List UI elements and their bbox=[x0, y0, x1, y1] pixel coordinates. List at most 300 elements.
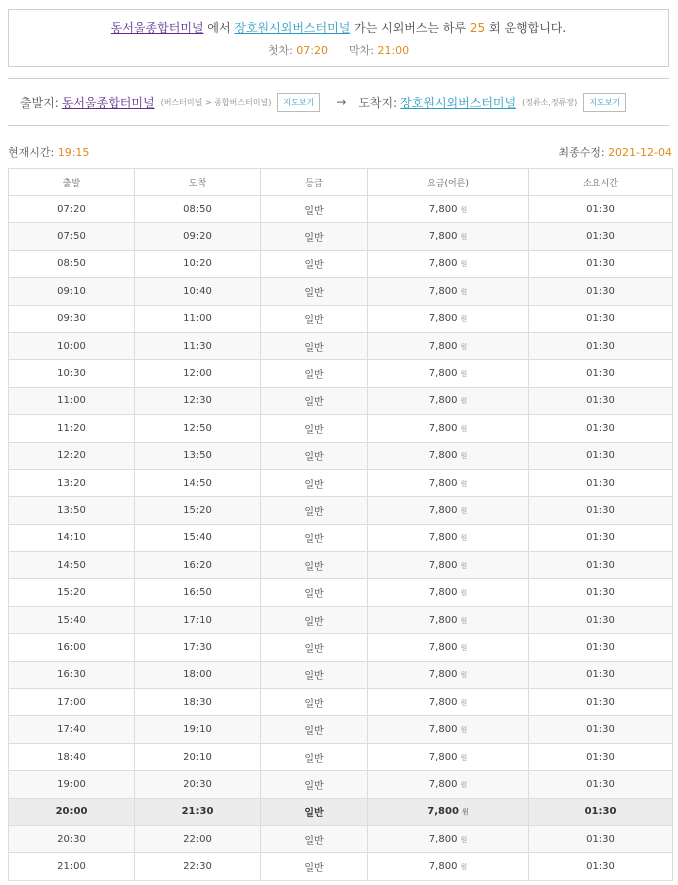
currency-unit: 원 bbox=[461, 808, 469, 817]
departure-time: 14:50 bbox=[57, 559, 86, 571]
duration: 01:30 bbox=[586, 587, 615, 599]
departure-time: 19:00 bbox=[57, 778, 86, 790]
bus-grade: 일반 bbox=[304, 479, 324, 491]
header-duration: 소요시간 bbox=[529, 169, 673, 196]
fare: 7,800 bbox=[428, 696, 458, 708]
departure-time: 16:30 bbox=[57, 669, 86, 681]
bus-grade-cell bbox=[261, 469, 368, 496]
departure-time: 09:10 bbox=[57, 285, 86, 297]
arrival-label: 도착지: bbox=[358, 95, 398, 110]
fare-cell bbox=[368, 634, 529, 661]
departure-time-cell bbox=[9, 278, 135, 305]
arrival-time: 16:50 bbox=[183, 587, 212, 599]
duration: 01:30 bbox=[586, 285, 615, 297]
currency-unit: 원 bbox=[460, 698, 468, 707]
first-bus-time: 07:20 bbox=[296, 44, 328, 57]
first-bus-label: 첫차: bbox=[267, 44, 293, 57]
first-last-bus bbox=[9, 42, 668, 58]
arrival-time-cell bbox=[135, 497, 261, 524]
bus-grade: 일반 bbox=[304, 616, 324, 628]
duration-cell bbox=[529, 661, 673, 688]
currency-unit: 원 bbox=[460, 534, 468, 543]
arrival-time: 08:50 bbox=[183, 203, 212, 215]
duration: 01:30 bbox=[586, 559, 615, 571]
fare: 7,800 bbox=[428, 559, 458, 571]
departure-time-cell bbox=[9, 387, 135, 414]
fare-cell bbox=[368, 853, 529, 880]
table-row bbox=[9, 442, 673, 469]
departure-time: 11:20 bbox=[57, 422, 86, 434]
departure-time-cell bbox=[9, 360, 135, 387]
currency-unit: 원 bbox=[460, 726, 468, 735]
table-row bbox=[9, 332, 673, 359]
arrival-time-cell bbox=[135, 223, 261, 250]
bus-grade-cell bbox=[261, 771, 368, 798]
departure-time-cell bbox=[9, 853, 135, 880]
departure-time-cell bbox=[9, 442, 135, 469]
duration-cell bbox=[529, 332, 673, 359]
arrival-time: 13:50 bbox=[183, 450, 212, 462]
arrival-time: 17:10 bbox=[183, 614, 212, 626]
arrival-time-cell bbox=[135, 552, 261, 579]
bus-grade: 일반 bbox=[304, 260, 324, 272]
table-row bbox=[9, 223, 673, 250]
fare: 7,800 bbox=[428, 395, 458, 407]
bus-grade: 일반 bbox=[304, 315, 324, 327]
bus-grade: 일반 bbox=[304, 671, 324, 683]
destination-terminal-link[interactable]: 장호원시외버스터미널 bbox=[234, 21, 351, 35]
departure-time: 07:20 bbox=[57, 203, 86, 215]
duration-cell bbox=[529, 387, 673, 414]
table-row bbox=[9, 196, 673, 223]
summary-from-word: 에서 bbox=[207, 21, 231, 35]
departure-time: 10:00 bbox=[57, 340, 86, 352]
currency-unit: 원 bbox=[460, 315, 468, 324]
duration-cell bbox=[529, 743, 673, 770]
arrival-time-cell bbox=[135, 771, 261, 798]
duration-cell bbox=[529, 196, 673, 223]
table-row bbox=[9, 606, 673, 633]
duration-cell bbox=[529, 524, 673, 551]
bus-grade-cell bbox=[261, 606, 368, 633]
header-arrival: 도착 bbox=[135, 169, 261, 196]
arrival-time-cell bbox=[135, 661, 261, 688]
arrival-time-cell bbox=[135, 387, 261, 414]
arrival-time-cell bbox=[135, 415, 261, 442]
bus-grade-cell bbox=[261, 743, 368, 770]
departure-time: 15:40 bbox=[57, 614, 86, 626]
arrival-time-cell bbox=[135, 606, 261, 633]
arrival-time: 09:20 bbox=[183, 231, 212, 243]
fare: 7,800 bbox=[428, 669, 458, 681]
currency-unit: 원 bbox=[460, 780, 468, 789]
currency-unit: 원 bbox=[460, 287, 468, 296]
arrival-time: 10:20 bbox=[183, 258, 212, 270]
currency-unit: 원 bbox=[460, 479, 468, 488]
arrival-time: 22:30 bbox=[183, 861, 212, 873]
arrival-time-cell bbox=[135, 469, 261, 496]
updated-label: 최종수정: bbox=[558, 146, 605, 159]
duration: 01:30 bbox=[586, 778, 615, 790]
currency-unit: 원 bbox=[460, 616, 468, 625]
arrival-time: 19:10 bbox=[183, 724, 212, 736]
bus-grade-cell bbox=[261, 223, 368, 250]
route-arrow-icon: → bbox=[336, 95, 347, 109]
table-row bbox=[9, 743, 673, 770]
fare-cell bbox=[368, 360, 529, 387]
bus-grade: 일반 bbox=[304, 233, 324, 245]
duration: 01:30 bbox=[586, 504, 615, 516]
currency-unit: 원 bbox=[460, 205, 468, 214]
bus-grade: 일반 bbox=[304, 808, 324, 820]
fare: 7,800 bbox=[428, 778, 458, 790]
bus-grade-cell bbox=[261, 442, 368, 469]
current-time bbox=[8, 144, 89, 160]
header-grade: 등급 bbox=[261, 169, 368, 196]
arrival-time: 16:20 bbox=[183, 559, 212, 571]
fare-cell bbox=[368, 771, 529, 798]
bus-grade: 일반 bbox=[304, 698, 324, 710]
bus-grade: 일반 bbox=[304, 561, 324, 573]
bus-grade: 일반 bbox=[304, 780, 324, 792]
duration-cell bbox=[529, 415, 673, 442]
fare-cell bbox=[368, 196, 529, 223]
currency-unit: 원 bbox=[460, 233, 468, 242]
fare: 7,800 bbox=[428, 724, 458, 736]
table-row bbox=[9, 360, 673, 387]
duration: 01:30 bbox=[586, 724, 615, 736]
currency-unit: 원 bbox=[460, 753, 468, 762]
fare-cell bbox=[368, 606, 529, 633]
fare: 7,800 bbox=[428, 587, 458, 599]
current-time-value: 19:15 bbox=[57, 146, 90, 159]
table-row bbox=[9, 497, 673, 524]
departure-time-cell bbox=[9, 497, 135, 524]
duration-cell bbox=[529, 497, 673, 524]
table-row bbox=[9, 661, 673, 688]
arrival-time: 18:30 bbox=[183, 696, 212, 708]
fare: 7,800 bbox=[428, 861, 458, 873]
arrival-time: 15:20 bbox=[183, 504, 212, 516]
arrival-time-cell bbox=[135, 442, 261, 469]
duration-cell bbox=[529, 469, 673, 496]
duration: 01:30 bbox=[586, 368, 615, 380]
departure-time-cell bbox=[9, 223, 135, 250]
table-row bbox=[9, 853, 673, 880]
bus-grade-cell bbox=[261, 360, 368, 387]
arrival-time: 12:30 bbox=[183, 395, 212, 407]
daily-trip-count: 25 bbox=[469, 21, 486, 35]
departure-time-cell bbox=[9, 825, 135, 852]
bus-grade-cell bbox=[261, 661, 368, 688]
fare: 7,800 bbox=[428, 614, 458, 626]
bus-grade-cell bbox=[261, 497, 368, 524]
departure-time-cell bbox=[9, 579, 135, 606]
departure-time-cell bbox=[9, 524, 135, 551]
fare: 7,800 bbox=[428, 833, 458, 845]
bus-grade-cell bbox=[261, 250, 368, 277]
duration-cell bbox=[529, 689, 673, 716]
bus-grade-cell bbox=[261, 716, 368, 743]
table-row bbox=[9, 278, 673, 305]
summary-tail-text: 회 운행합니다. bbox=[489, 21, 567, 35]
header-fare: 요금(어른) bbox=[368, 169, 529, 196]
departure-time-cell bbox=[9, 305, 135, 332]
fare-cell bbox=[368, 305, 529, 332]
departure-time: 18:40 bbox=[57, 751, 86, 763]
arrival-time: 11:00 bbox=[183, 313, 212, 325]
bus-grade: 일반 bbox=[304, 397, 324, 409]
table-row bbox=[9, 771, 673, 798]
departure-time: 15:20 bbox=[57, 587, 86, 599]
fare-cell bbox=[368, 524, 529, 551]
arrival-time-cell bbox=[135, 743, 261, 770]
duration: 01:30 bbox=[586, 751, 615, 763]
departure-time-cell bbox=[9, 661, 135, 688]
arrival-map-button[interactable]: 지도보기 bbox=[583, 93, 626, 112]
bus-grade-cell bbox=[261, 387, 368, 414]
duration: 01:30 bbox=[586, 532, 615, 544]
arrival-time: 17:30 bbox=[183, 641, 212, 653]
fare-cell bbox=[368, 661, 529, 688]
duration: 01:30 bbox=[586, 696, 615, 708]
duration: 01:30 bbox=[586, 669, 615, 681]
bus-grade-cell bbox=[261, 579, 368, 606]
arrival-terminal-link[interactable]: 장호원시외버스터미널 bbox=[400, 95, 517, 110]
table-row bbox=[9, 305, 673, 332]
fare-cell bbox=[368, 332, 529, 359]
departure-time: 16:00 bbox=[57, 641, 86, 653]
fare: 7,800 bbox=[428, 231, 458, 243]
duration-cell bbox=[529, 442, 673, 469]
currency-unit: 원 bbox=[460, 370, 468, 379]
currency-unit: 원 bbox=[460, 643, 468, 652]
schedule-summary-box bbox=[8, 9, 669, 67]
departure-time: 13:20 bbox=[57, 477, 86, 489]
duration: 01:30 bbox=[586, 450, 615, 462]
departure-time-cell bbox=[9, 716, 135, 743]
departure-time: 07:50 bbox=[57, 231, 86, 243]
duration-cell bbox=[529, 552, 673, 579]
arrival-time: 12:50 bbox=[183, 422, 212, 434]
arrival-time: 20:30 bbox=[183, 778, 212, 790]
bus-grade: 일반 bbox=[304, 424, 324, 436]
last-bus-label: 막차: bbox=[349, 44, 374, 57]
fare: 7,800 bbox=[428, 340, 458, 352]
bus-grade-cell bbox=[261, 798, 368, 825]
fare-cell bbox=[368, 250, 529, 277]
duration: 01:30 bbox=[586, 395, 615, 407]
table-row bbox=[9, 250, 673, 277]
duration-cell bbox=[529, 305, 673, 332]
bus-grade-cell bbox=[261, 524, 368, 551]
departure-time: 09:30 bbox=[57, 313, 86, 325]
bus-grade-cell bbox=[261, 196, 368, 223]
fare-cell bbox=[368, 415, 529, 442]
fare-cell bbox=[368, 716, 529, 743]
last-updated bbox=[558, 144, 672, 160]
departure-time: 10:30 bbox=[57, 368, 86, 380]
duration-cell bbox=[529, 634, 673, 661]
origin-terminal-link[interactable]: 동서울종합터미널 bbox=[110, 21, 204, 35]
currency-unit: 원 bbox=[460, 589, 468, 598]
departure-time: 14:10 bbox=[57, 532, 86, 544]
fare-cell bbox=[368, 469, 529, 496]
departure-time: 13:50 bbox=[57, 504, 86, 516]
arrival-time-cell bbox=[135, 579, 261, 606]
currency-unit: 원 bbox=[460, 863, 468, 872]
departure-time-cell bbox=[9, 634, 135, 661]
arrival-time-cell bbox=[135, 196, 261, 223]
departure-time-cell bbox=[9, 798, 135, 825]
arrival-category: (정류소,정류장) bbox=[522, 97, 578, 107]
time-meta bbox=[8, 144, 672, 160]
departure-time-cell bbox=[9, 771, 135, 798]
duration: 01:30 bbox=[584, 806, 617, 818]
timetable bbox=[8, 168, 673, 881]
timetable-body bbox=[9, 196, 673, 881]
currency-unit: 원 bbox=[460, 671, 468, 680]
table-row bbox=[9, 689, 673, 716]
bus-grade-cell bbox=[261, 825, 368, 852]
duration: 01:30 bbox=[586, 833, 615, 845]
arrival-time-cell bbox=[135, 853, 261, 880]
current-time-label: 현재시간: bbox=[8, 146, 55, 159]
table-row bbox=[9, 524, 673, 551]
departure-time: 20:30 bbox=[57, 833, 86, 845]
bus-grade-cell bbox=[261, 552, 368, 579]
fare-cell bbox=[368, 552, 529, 579]
departure-terminal-link[interactable]: 동서울종합터미널 bbox=[61, 95, 155, 110]
fare-cell bbox=[368, 387, 529, 414]
fare-cell bbox=[368, 798, 529, 825]
currency-unit: 원 bbox=[460, 424, 468, 433]
bus-grade: 일반 bbox=[304, 643, 324, 655]
bus-grade: 일반 bbox=[304, 452, 324, 464]
departure-map-button[interactable]: 지도보기 bbox=[277, 93, 320, 112]
arrival-time: 21:30 bbox=[181, 806, 214, 818]
arrival-time: 14:50 bbox=[183, 477, 212, 489]
duration: 01:30 bbox=[586, 861, 615, 873]
duration-cell bbox=[529, 250, 673, 277]
fare: 7,800 bbox=[428, 203, 458, 215]
bus-grade: 일반 bbox=[304, 506, 324, 518]
arrival-time: 15:40 bbox=[183, 532, 212, 544]
fare-cell bbox=[368, 689, 529, 716]
bus-grade: 일반 bbox=[304, 370, 324, 382]
duration-cell bbox=[529, 853, 673, 880]
fare-cell bbox=[368, 442, 529, 469]
duration-cell bbox=[529, 278, 673, 305]
bus-grade: 일반 bbox=[304, 835, 324, 847]
duration-cell bbox=[529, 606, 673, 633]
duration-cell bbox=[529, 798, 673, 825]
arrival-time-cell bbox=[135, 689, 261, 716]
fare: 7,800 bbox=[428, 751, 458, 763]
duration-cell bbox=[529, 223, 673, 250]
departure-time: 11:00 bbox=[57, 395, 86, 407]
departure-time: 21:00 bbox=[57, 861, 86, 873]
arrival-time: 22:00 bbox=[183, 833, 212, 845]
departure-time-cell bbox=[9, 415, 135, 442]
departure-time: 20:00 bbox=[55, 806, 88, 818]
duration: 01:30 bbox=[586, 258, 615, 270]
summary-sentence bbox=[9, 19, 668, 36]
bus-grade: 일반 bbox=[304, 726, 324, 738]
bus-grade: 일반 bbox=[304, 753, 324, 765]
bus-grade: 일반 bbox=[304, 863, 324, 875]
fare: 7,800 bbox=[427, 806, 459, 818]
duration-cell bbox=[529, 716, 673, 743]
table-row bbox=[9, 415, 673, 442]
duration: 01:30 bbox=[586, 203, 615, 215]
bus-grade: 일반 bbox=[304, 589, 324, 601]
currency-unit: 원 bbox=[460, 397, 468, 406]
bus-grade-cell bbox=[261, 278, 368, 305]
departure-time: 17:00 bbox=[57, 696, 86, 708]
duration: 01:30 bbox=[586, 422, 615, 434]
fare-cell bbox=[368, 579, 529, 606]
route-bar bbox=[8, 78, 669, 126]
arrival-time: 18:00 bbox=[183, 669, 212, 681]
departure-time: 08:50 bbox=[57, 258, 86, 270]
currency-unit: 원 bbox=[460, 342, 468, 351]
departure-time-cell bbox=[9, 552, 135, 579]
arrival-time-cell bbox=[135, 250, 261, 277]
departure-time: 17:40 bbox=[57, 724, 86, 736]
departure-time-cell bbox=[9, 196, 135, 223]
arrival-time-cell bbox=[135, 305, 261, 332]
bus-grade: 일반 bbox=[304, 342, 324, 354]
currency-unit: 원 bbox=[460, 452, 468, 461]
departure-time-cell bbox=[9, 250, 135, 277]
duration-cell bbox=[529, 771, 673, 798]
table-row bbox=[9, 579, 673, 606]
currency-unit: 원 bbox=[460, 835, 468, 844]
fare: 7,800 bbox=[428, 477, 458, 489]
table-row bbox=[9, 552, 673, 579]
departure-time-cell bbox=[9, 469, 135, 496]
arrival-time-cell bbox=[135, 798, 261, 825]
timetable-header bbox=[9, 169, 673, 196]
summary-middle-text: 가는 시외버스는 하루 bbox=[354, 21, 467, 35]
table-row bbox=[9, 798, 673, 825]
bus-grade: 일반 bbox=[304, 205, 324, 217]
bus-grade-cell bbox=[261, 689, 368, 716]
fare: 7,800 bbox=[428, 532, 458, 544]
table-row bbox=[9, 469, 673, 496]
arrival-time-cell bbox=[135, 716, 261, 743]
fare-cell bbox=[368, 223, 529, 250]
arrival-time: 12:00 bbox=[183, 368, 212, 380]
arrival-time-cell bbox=[135, 634, 261, 661]
duration: 01:30 bbox=[586, 340, 615, 352]
fare: 7,800 bbox=[428, 504, 458, 516]
fare: 7,800 bbox=[428, 641, 458, 653]
table-row bbox=[9, 825, 673, 852]
bus-grade-cell bbox=[261, 634, 368, 661]
departure-label: 출발지: bbox=[20, 95, 59, 110]
duration: 01:30 bbox=[586, 477, 615, 489]
arrival-time: 11:30 bbox=[183, 340, 212, 352]
fare-cell bbox=[368, 278, 529, 305]
arrival-time: 10:40 bbox=[183, 285, 212, 297]
departure-time-cell bbox=[9, 743, 135, 770]
departure-time-cell bbox=[9, 332, 135, 359]
updated-date: 2021-12-04 bbox=[608, 146, 672, 159]
bus-grade-cell bbox=[261, 305, 368, 332]
departure-time: 12:20 bbox=[57, 450, 86, 462]
